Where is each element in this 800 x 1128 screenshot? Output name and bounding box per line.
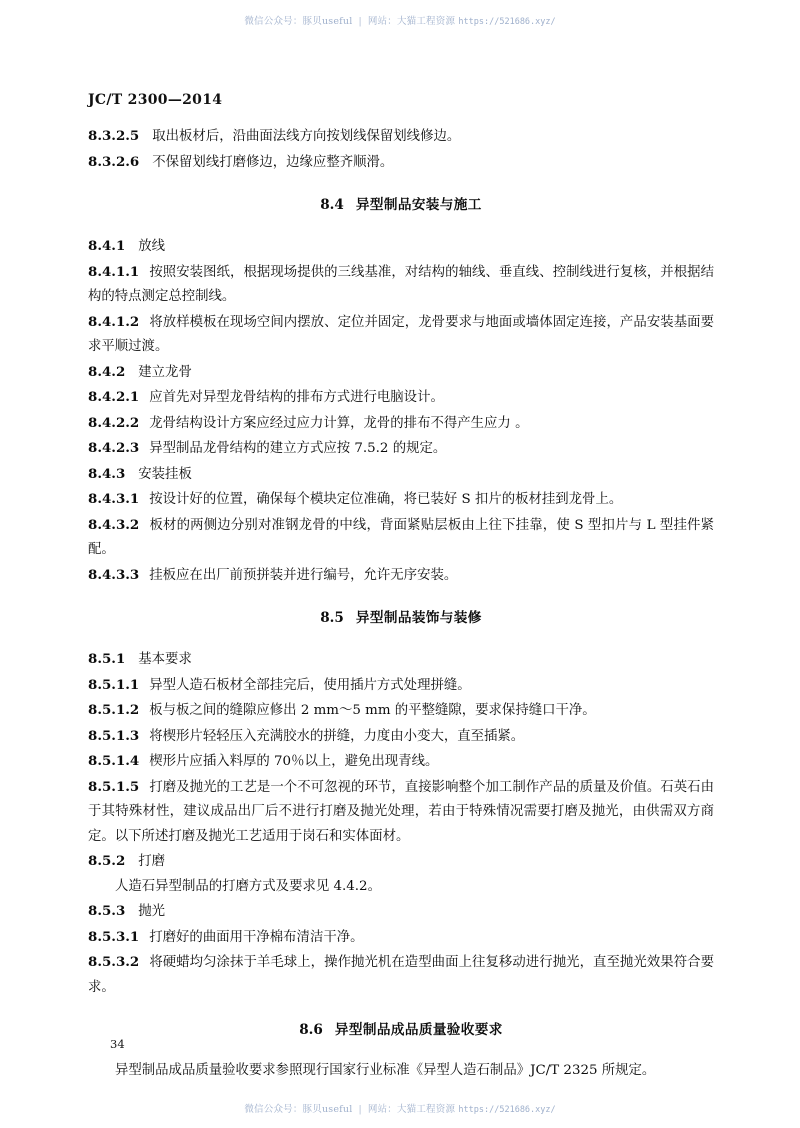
clause-number: 8.4.3.3 [88, 566, 140, 583]
clause-8-5-2 [88, 849, 714, 875]
clause-text: 按设计好的位置，确保每个模块定位准确，将已装好 S 扣片的板材挂到龙骨上。 [149, 492, 623, 507]
clause-text: 将放样模板在现场空间内摆放、定位并固定，龙骨要求与地面或墙体固定连接，产品安装基面要求平顺过渡。 [88, 314, 714, 354]
clause-number: 8.5.1.4 [88, 753, 140, 769]
clause-text: 将硬蜡均匀涂抹于羊毛球上，操作抛光机在造型曲面上往复移动进行抛光，直至抛光效果符合要求。 [88, 955, 714, 995]
clause-8-5-3 [88, 899, 714, 925]
clause-number: 8.5.3.1 [88, 928, 140, 945]
section-title-text: 异型制品装饰与装修 [355, 610, 482, 626]
clause-8-4-1-2 [88, 310, 714, 360]
clause-text: 板与板之间的缝隙应修出 2 mm～5 mm 的平整缝隙，要求保持缝口干净。 [149, 703, 596, 718]
clause-text: 打磨 [138, 854, 166, 869]
watermark-bottom [0, 1101, 800, 1115]
clause-8-4-3-1 [88, 487, 714, 513]
clause-text: 基本要求 [138, 652, 192, 667]
clause-text: 打磨好的曲面用干净棉布清洁干净。 [149, 929, 364, 945]
clause-text: 楔形片应插入料厚的 70％以上，避免出现青线。 [149, 754, 439, 769]
watermark-top [0, 13, 800, 27]
standard-number-header: JC/T 2300—2014 [88, 92, 223, 108]
clause-number: 8.4.2.3 [88, 440, 140, 456]
clause-number: 8.4.2.2 [88, 414, 140, 431]
clause-text: 打磨及抛光的工艺是一个不可忽视的环节，直接影响整个加工制作产品的质量及价值。石英石由于其特殊材性，建议成品出厂后不进行打磨及抛光处理，若由于特殊情况需要打磨及抛光，由供需双方商定。以下所述打磨及抛光工艺适用于岗石和实体面材。 [88, 779, 714, 844]
clause-text: 放线 [138, 239, 166, 254]
clause-number: 8.5.1.3 [88, 727, 140, 744]
clause-number: 8.4.2 [88, 363, 126, 380]
clause-number: 8.5.3 [88, 903, 126, 919]
clause-8-5-1-4 [88, 749, 714, 775]
clause-8-4-2-1 [88, 385, 714, 411]
clause-8-4-1 [88, 234, 714, 260]
clause-number: 8.5.1.2 [88, 702, 140, 718]
clause-number: 8.4.3 [88, 465, 126, 482]
clause-8-5-1-2 [88, 698, 714, 724]
clause-8-5-1-3 [88, 724, 714, 750]
clause-text: 取出板材后，沿曲面法线方向按划线保留划线修边。 [152, 129, 461, 144]
clause-number: 8.5.3.2 [88, 954, 140, 970]
clause-number: 8.3.2.6 [88, 153, 140, 170]
section-heading-8-6 [88, 1019, 714, 1041]
clause-number: 8.4.3.1 [88, 491, 140, 507]
clause-text: 板材的两侧边分别对准钢龙骨的中线，背面紧贴层板由上往下挂靠，使 S 型扣片与 L 型挂件紧配。 [88, 517, 714, 557]
clause-8-4-3 [88, 462, 714, 488]
clause-8-5-1-1 [88, 673, 714, 699]
clause-number: 8.5.2 [88, 853, 126, 869]
clause-text: 建立龙骨 [138, 364, 192, 380]
clause-8-4-2-2 [88, 411, 714, 437]
clause-number: 8.5.1 [88, 651, 126, 667]
section-heading-8-5 [88, 607, 714, 629]
section-title-text: 异型制品安装与施工 [355, 197, 482, 213]
clause-8-4-3-2 [88, 513, 714, 563]
clause-text: 不保留划线打磨修边，边缘应整齐顺滑。 [152, 154, 394, 170]
clause-text: 按照安装图纸，根据现场提供的三线基准，对结构的轴线、垂直线、控制线进行复核，并根据结构的特点测定总控制线。 [88, 264, 714, 304]
watermark-account: 微信公众号：豚贝useful [244, 16, 353, 27]
clause-8-5-3-2 [88, 950, 714, 1000]
watermark-site: 网站：大猫工程资源 [367, 1104, 456, 1115]
section-number: 8.6 [299, 1022, 323, 1038]
watermark-url: https://521686.xyz/ [458, 1105, 556, 1115]
section-number: 8.5 [320, 610, 344, 626]
clause-text: 安装挂板 [138, 466, 192, 482]
clause-text: 异型制品龙骨结构的建立方式应按 7.5.2 的规定。 [149, 441, 447, 456]
clause-number: 8.4.1.1 [88, 263, 140, 280]
clause-text: 应首先对异型龙骨结构的排布方式进行电脑设计。 [149, 390, 444, 405]
clause-text: 将楔形片轻轻压入充满胶水的拼缝，力度由小变大，直至插紧。 [149, 728, 525, 744]
clause-8-6-body: 异型制品成品质量验收要求参照现行国家行业标准《异型人造石制品》JC/T 2325 所规定。 [115, 1063, 656, 1078]
clause-8-4-1-1 [88, 260, 714, 310]
clause-text: 抛光 [138, 904, 166, 919]
clause-8-5-1 [88, 647, 714, 673]
clause-number: 8.5.1.1 [88, 676, 140, 693]
watermark-url: https://521686.xyz/ [458, 17, 556, 27]
clause-8-4-3-3 [88, 563, 714, 589]
clause-8-5-3-1 [88, 925, 714, 951]
clause-text: 龙骨结构设计方案应经过应力计算，龙骨的排布不得产生应力 。 [149, 415, 529, 431]
section-heading-8-4 [88, 194, 714, 216]
watermark-site: 网站：大猫工程资源 [367, 16, 456, 27]
clause-number: 8.4.3.2 [88, 516, 140, 533]
clause-text: 挂板应在出厂前预拼装并进行编号，允许无序安装。 [149, 567, 458, 583]
section-title-text: 异型制品成品质量验收要求 [334, 1022, 503, 1038]
clause-8-3-2-5 [88, 124, 714, 150]
page-number: 34 [110, 1037, 125, 1051]
clause-text: 异型人造石板材全部挂完后，使用插片方式处理拼缝。 [149, 677, 471, 693]
clause-8-3-2-6 [88, 150, 714, 176]
clause-8-5-2-body: 人造石异型制品的打磨方式及要求见 4.4.2。 [115, 878, 381, 894]
watermark-separator: | [358, 16, 362, 27]
clause-number: 8.4.2.1 [88, 389, 140, 405]
clause-number: 8.3.2.5 [88, 128, 140, 144]
clause-8-4-2 [88, 360, 714, 386]
clause-8-5-1-5 [88, 775, 714, 850]
watermark-separator: | [358, 1104, 362, 1115]
watermark-account: 微信公众号：豚贝useful [244, 1104, 353, 1115]
clause-number: 8.4.1.2 [88, 313, 140, 330]
document-body [88, 124, 714, 1084]
clause-8-4-2-3 [88, 436, 714, 462]
section-number: 8.4 [320, 197, 344, 213]
clause-number: 8.5.1.5 [88, 778, 140, 795]
clause-number: 8.4.1 [88, 238, 126, 254]
